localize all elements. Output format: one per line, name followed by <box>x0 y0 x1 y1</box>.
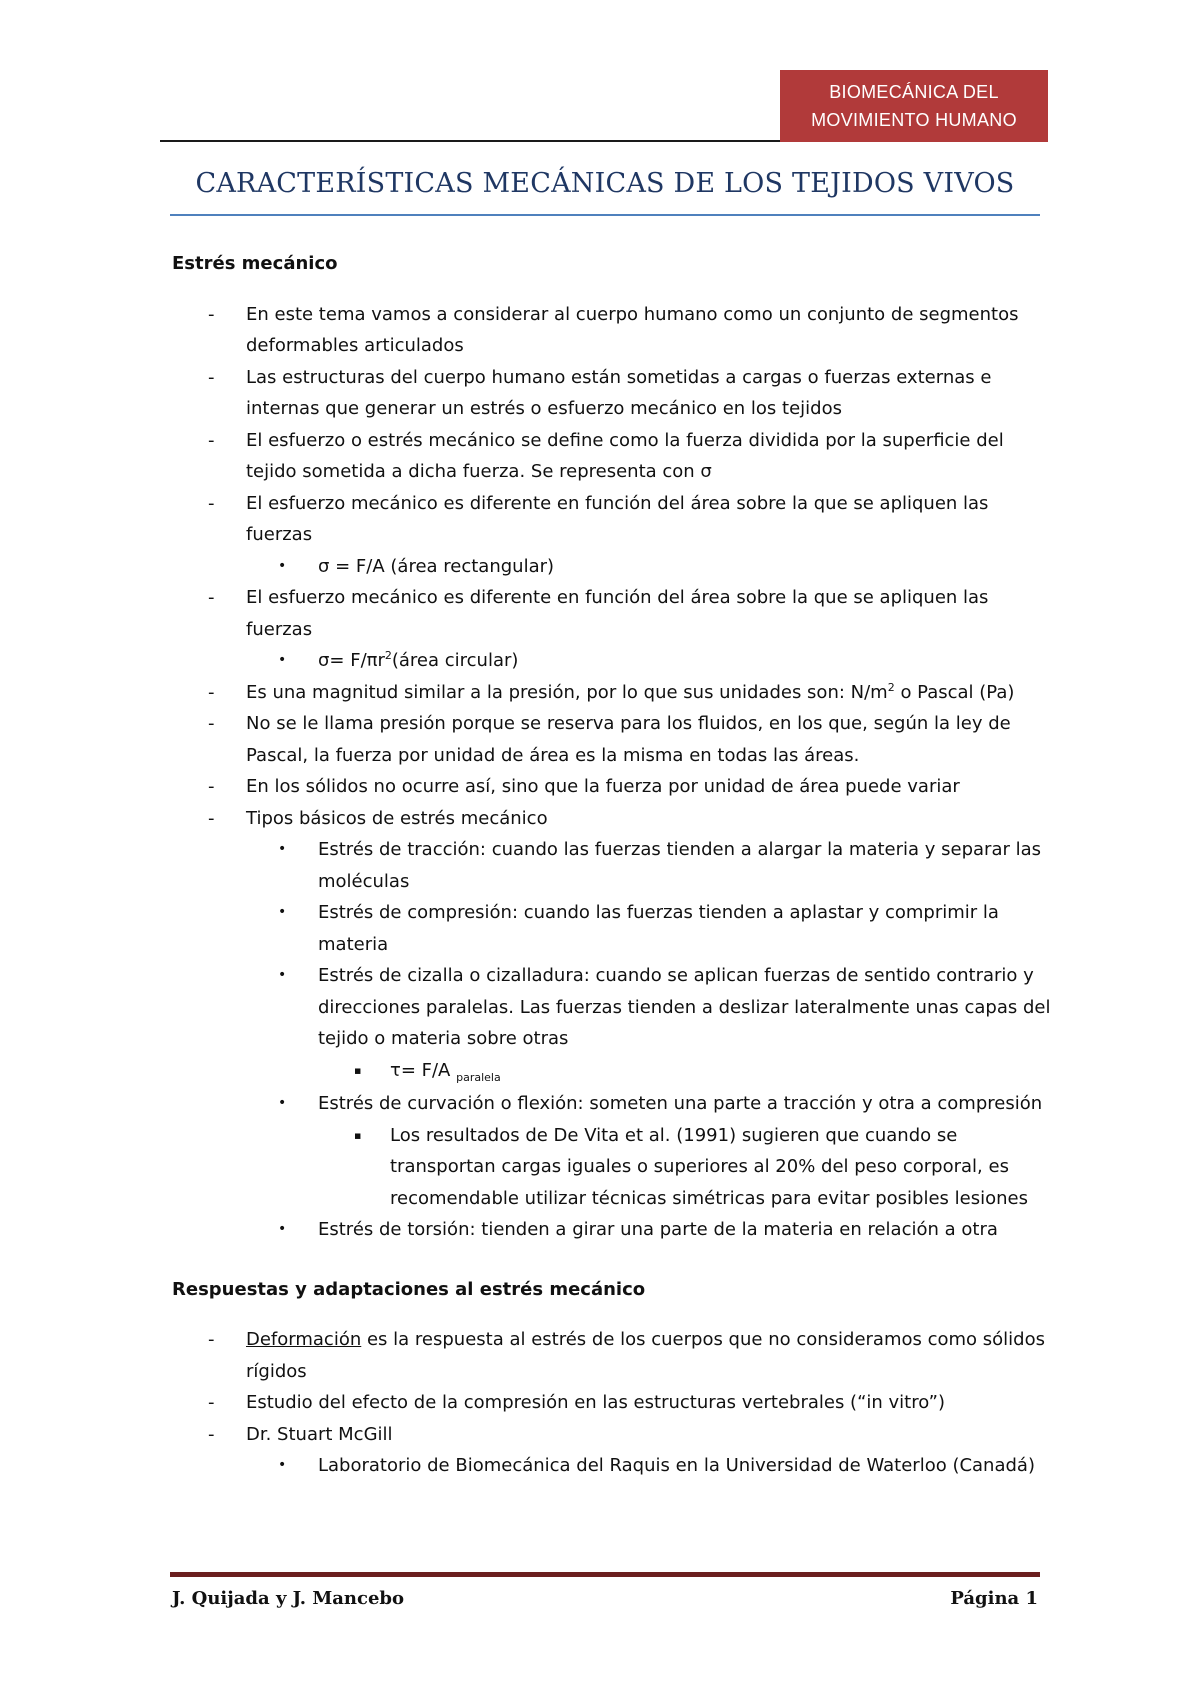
dash-marker: - <box>208 681 215 703</box>
dash-marker: - <box>208 713 215 734</box>
list-item: - El esfuerzo mecánico es diferente en función del área sobre la que se apliquen las fuerzas <box>172 488 1052 551</box>
dash-marker: - <box>208 1329 215 1350</box>
dash-marker: - <box>208 492 215 514</box>
footer-authors: J. Quijada y J. Mancebo <box>172 1588 405 1609</box>
section-heading: Respuestas y adaptaciones al estrés mecánico <box>172 1278 646 1300</box>
header-line-1: BIOMECÁNICA DEL <box>829 82 999 102</box>
sub-list-item: • Estrés de cizalla o cizalladura: cuando se aplican fuerzas de sentido contrario y direcciones paralelas. Las fuerzas tienden a deslizar lateralmente unas capas del tejido o materia sobre otras <box>172 960 1052 1055</box>
dash-marker: - <box>208 303 215 325</box>
sub-list-item: • Estrés de compresión: cuando las fuerzas tienden a aplastar y comprimir la materia <box>172 897 1052 960</box>
list-item: - Tipos básicos de estrés mecánico <box>172 803 1052 835</box>
sub-list-item: • σ = F/A (área rectangular) <box>172 551 1052 583</box>
bullet-marker: • <box>278 557 287 574</box>
header-banner <box>780 70 1048 142</box>
sub-list-item: • Estrés de torsión: tienden a girar una parte de la materia en relación a otra <box>172 1214 1052 1246</box>
list-item: - En los sólidos no ocurre así, sino que la fuerza por unidad de área puede variar <box>172 771 1052 803</box>
sub-list-item: • Estrés de tracción: cuando las fuerzas tienden a alargar la materia y separar las moléculas <box>172 834 1052 897</box>
bullet-marker: • <box>278 967 287 983</box>
bullet-marker: • <box>278 1095 287 1111</box>
sub-sub-list-item: ▪ τ= F/A $_{paralela}$ <box>172 1055 1052 1089</box>
list-item: - El esfuerzo mecánico es diferente en función del área sobre la que se apliquen las fuerzas <box>172 582 1052 645</box>
document-body <box>172 248 1052 1482</box>
section-list <box>172 299 1052 1246</box>
square-marker: ▪ <box>354 1128 362 1142</box>
list-item: - No se le llama presión porque se reserva para los fluidos, en los que, según la ley de Pascal, la fuerza por unidad de área es la misma en todas las áreas. <box>172 708 1052 771</box>
bullet-marker: • <box>278 1457 287 1473</box>
header-line-2: MOVIMIENTO HUMANO <box>811 110 1017 130</box>
list-item: - Estudio del efecto de la compresión en las estructuras vertebrales (“in vitro”) <box>172 1387 1052 1419</box>
list-item: - Es una magnitud similar a la presión, por lo que sus unidades son: $N/m^2$ o Pascal (Pa) <box>172 677 1052 709</box>
list-item: - En este tema vamos a considerar al cuerpo humano como un conjunto de segmentos deformables articulados <box>172 299 1052 362</box>
list-item: - Dr. Stuart McGill <box>172 1419 1052 1451</box>
sub-sub-list-item: ▪ Los resultados de De Vita et al. (1991) sugieren que cuando se transportan cargas iguales o superiores al 20% del peso corporal, es recomendable utilizar técnicas simétricas para evitar posibles lesiones <box>172 1120 1052 1215</box>
sub-list-item: • $\sigma= F/\pi r^2(área$ circular) <box>172 645 1052 677</box>
dash-marker: - <box>208 1392 215 1413</box>
dash-marker: - <box>208 366 215 388</box>
dash-marker: - <box>208 807 215 829</box>
sub-list-item: • Laboratorio de Biomecánica del Raquis en la Universidad de Waterloo (Canadá) <box>172 1450 1052 1482</box>
title-underline <box>170 214 1040 216</box>
bullet-marker: • <box>278 841 287 857</box>
dash-marker: - <box>208 587 215 608</box>
list-item: - Deformación es la respuesta al estrés de los cuerpos que no consideramos como sólidos rígidos <box>172 1324 1052 1387</box>
dash-marker: - <box>208 429 215 451</box>
list-item: - Las estructuras del cuerpo humano están sometidas a cargas o fuerzas externas e internas que generar un estrés o esfuerzo mecánico en los tejidos <box>172 362 1052 425</box>
underlined-term: Deformación <box>246 1329 362 1350</box>
footer-page-number: Página 1 <box>950 1588 1038 1609</box>
dash-marker: - <box>208 1423 215 1445</box>
sub-list-item: • Estrés de curvación o flexión: someten una parte a tracción y otra a compresión <box>172 1088 1052 1120</box>
header-rule <box>160 140 780 142</box>
list-item: - El esfuerzo o estrés mecánico se define como la fuerza dividida por la superficie del tejido sometida a dicha fuerza. Se representa con σ <box>172 425 1052 488</box>
bullet-marker: • <box>278 904 287 920</box>
square-marker: ▪ <box>354 1063 362 1077</box>
dash-marker: - <box>208 776 215 797</box>
section-list <box>172 1324 1052 1482</box>
footer-rule <box>170 1572 1040 1577</box>
bullet-marker: • <box>278 652 287 668</box>
document-title: CARACTERÍSTICAS MECÁNICAS DE LOS TEJIDOS VIVOS <box>195 168 1015 199</box>
section-heading: Estrés mecánico <box>172 253 338 274</box>
bullet-marker: • <box>278 1221 287 1237</box>
